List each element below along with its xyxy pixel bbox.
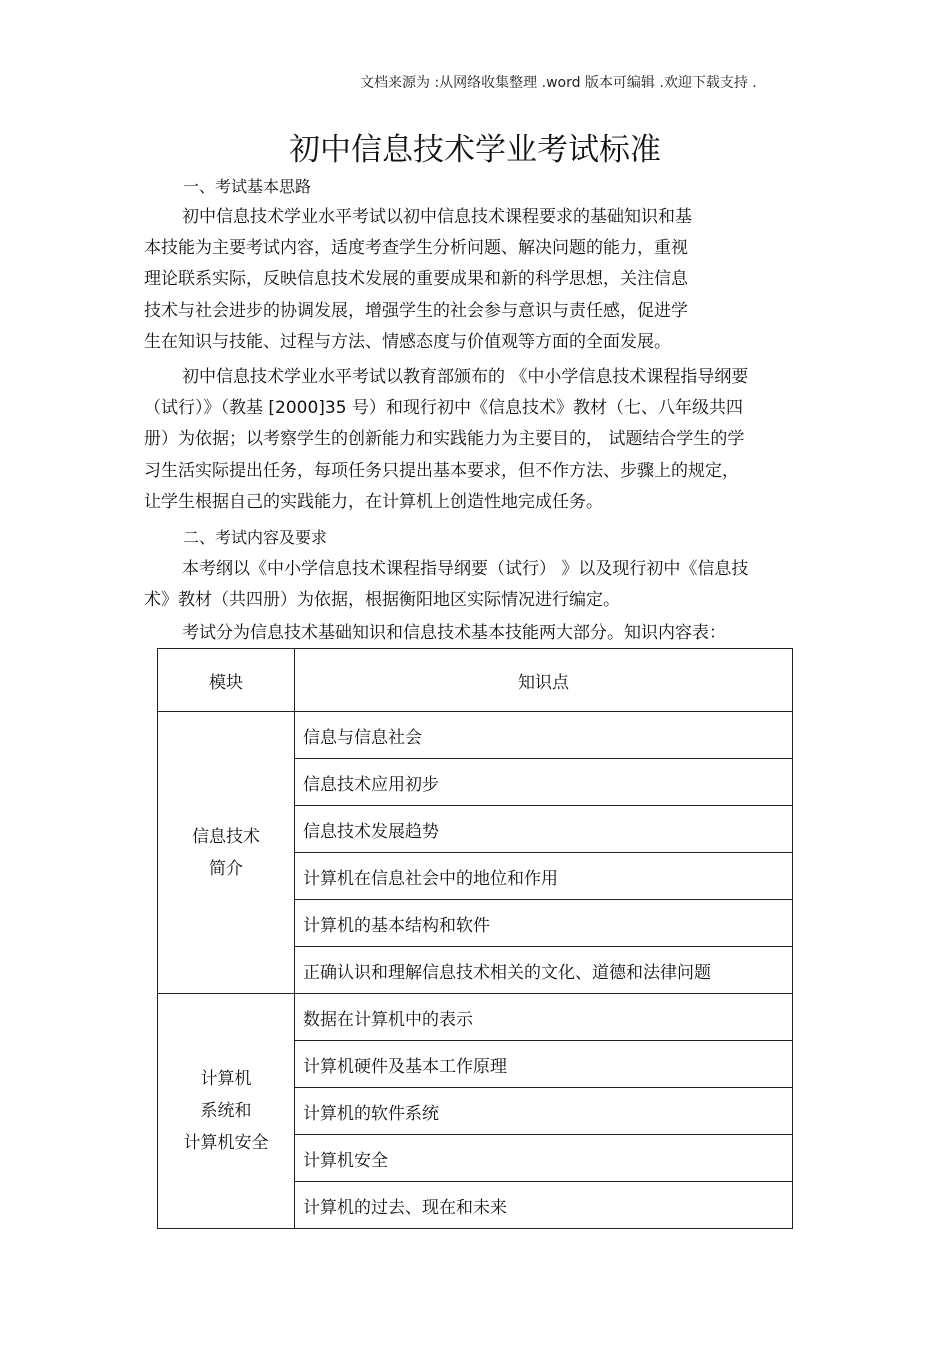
text-line: 册）为依据；以考察学生的创新能力和实践能力为主要目的， 试题结合学生的学 [144,429,745,450]
knowledge-content-table [157,648,793,1229]
text-line: （试行）》（教基 [2000]35 号）和现行初中《信息技术》教材（七、八年级共四 [144,398,743,419]
knowledge-point: 计算机的基本结构和软件 [295,900,793,947]
section-heading-2: 二、考试内容及要求 [183,528,328,547]
text-line: 理论联系实际，反映信息技术发展的重要成果和新的科学思想，关注信息 [144,269,688,290]
knowledge-point: 计算机的软件系统 [295,1088,793,1135]
knowledge-point: 计算机硬件及基本工作原理 [295,1041,793,1088]
header-note: 文档来源为 :从网络收集整理 .word 版本可编辑 .欢迎下载支持 . [360,75,757,91]
table-row [158,712,793,759]
module-cell-computer-systems-security [158,994,295,1229]
module-label-line: 信息技术 [192,826,260,847]
paragraph-syllabus-basis [144,554,804,616]
knowledge-point: 计算机在信息社会中的地位和作用 [295,853,793,900]
text-line: 考试分为信息技术基础知识和信息技术基本技能两大部分。知识内容表： [182,623,726,643]
text-line: 初中信息技术学业水平考试以教育部颁布的 《中小学信息技术课程指导纲要 [182,367,749,387]
header-module: 模块 [158,649,295,712]
page-title: 初中信息技术学业考试标准 [289,132,661,168]
section-heading-1: 一、考试基本思路 [183,177,312,196]
table-row [158,994,793,1041]
text-line: 术》教材（共四册）为依据，根据衡阳地区实际情况进行编定。 [144,590,620,611]
text-line: 习生活实际提出任务，每项任务只提出基本要求，但不作方法、步骤上的规定， [144,460,739,481]
text-line: 技术与社会进步的协调发展，增强学生的社会参与意识与责任感，促进学 [144,300,688,321]
paragraph-table-intro [144,618,804,649]
paragraph-exam-approach [144,202,804,358]
knowledge-point: 信息技术应用初步 [295,759,793,806]
module-cell-info-tech-intro [158,712,295,994]
module-label-line: 计算机安全 [183,1133,269,1153]
module-label-line: 系统和 [200,1101,252,1121]
module-label-line: 计算机 [200,1069,252,1089]
knowledge-point: 数据在计算机中的表示 [295,994,793,1041]
header-knowledge-point: 知识点 [295,649,793,712]
knowledge-point: 计算机的过去、现在和未来 [295,1182,793,1229]
text-line: 本考纲以《中小学信息技术课程指导纲要（试行） 》以及现行初中《信息技 [182,559,749,579]
knowledge-point: 正确认识和理解信息技术相关的文化、道德和法律问题 [295,947,793,994]
knowledge-point: 计算机安全 [295,1135,793,1182]
knowledge-point: 信息技术发展趋势 [295,806,793,853]
module-label-line: 简介 [209,858,243,879]
knowledge-point: 信息与信息社会 [295,712,793,759]
table-header-row [158,649,793,712]
text-line: 生在知识与技能、过程与方法、情感态度与价值观等方面的全面发展。 [144,331,671,352]
paragraph-exam-basis [144,362,804,518]
text-line: 让学生根据自己的实践能力，在计算机上创造性地完成任务。 [144,491,603,512]
text-line: 初中信息技术学业水平考试以初中信息技术课程要求的基础知识和基 [182,207,692,227]
text-line: 本技能为主要考试内容，适度考查学生分析问题、解决问题的能力，重视 [144,238,688,259]
